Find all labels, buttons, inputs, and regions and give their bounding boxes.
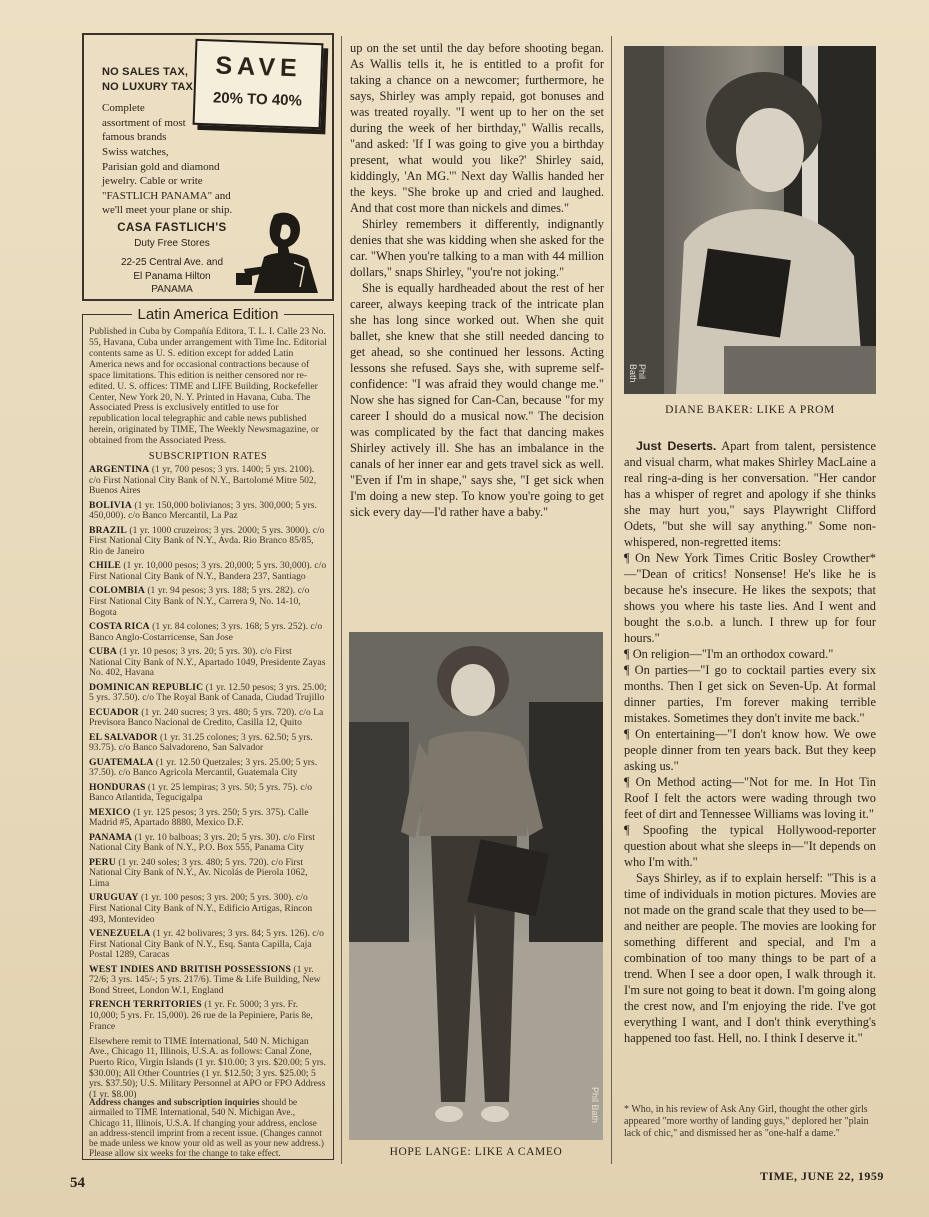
rate-country: COLOMBIA [89, 585, 145, 597]
diane-baker-caption: DIANE BAKER: LIKE A PROM [665, 404, 835, 416]
ad-body-line: Parisian gold and diamond [102, 160, 220, 173]
rate-country: URUGUAY [89, 892, 139, 904]
rate-entry [89, 1000, 327, 1032]
diane-baker-photo [624, 46, 876, 394]
rate-entry [89, 465, 327, 497]
paragraph: ¶ On Method acting—"Not for me. In Hot Tin Roof I felt the actors were wading through two feet of dirt and Tennessee Williams was loving it." [624, 775, 876, 821]
store-city: PANAMA [151, 284, 193, 296]
ad-body-line: "FASTLICH PANAMA" and [102, 189, 231, 202]
edition-title: Latin America Edition [132, 306, 285, 323]
hope-lange-caption: HOPE LANGE: LIKE A CAMEO [389, 1146, 563, 1158]
store-address-2: El Panama Hilton [133, 270, 211, 282]
tax-free-headline [102, 65, 193, 95]
rate-details: (1 yr. 240 soles; 3 yrs. 480; 5 yrs. 720). c/o First National City Bank of N.Y., Av. Nicolás de Pierola 1062, Lima [89, 856, 308, 889]
paragraph: She is equally hardheaded about the rest of her career, always keeping track of the intricate plan she has long since worked out. When she quit ballet, she knew that she still needed dancing to get ahead, so she continued her lessons. Acting lessons she refused. Says she, with supreme self-confidence: "I was afraid they would change me." Now she has signed for Can-Can, because "for my career I should do a musical now." The decision was complicated by the fact that dancing makes Shirley actively ill. She has an imbalance in the canals of her inner ear and gets travel sick as well. "Even if I'm in shape," says she, "I get sick when I'm doing a new step. To know you're going to get sick every day—I'd rather have a baby." [350, 281, 604, 519]
rate-entry [89, 708, 327, 729]
rate-entry [89, 622, 327, 643]
casa-fastlich-ad [82, 33, 334, 301]
rate-entry [89, 526, 327, 558]
store-info [102, 221, 242, 297]
rate-details: (1 yr. 12.50 pesos; 3 yrs. 25.00; 5 yrs. 37.50). c/o The Royal Bank of Canada, Ciudad Trujillo [89, 681, 327, 704]
rate-country: HONDURAS [89, 781, 146, 793]
rate-details: (1 yr. 31.25 colones; 3 yrs. 62.50; 5 yrs. 93.75). c/o Banco Salvadoreno, San Salvador [89, 731, 313, 754]
rate-country: CHILE [89, 560, 121, 572]
ad-body-line: jewelry. Cable or write [102, 175, 203, 188]
hope-lange-figure [349, 632, 603, 1140]
rate-details: (1 yr, 700 pesos; 3 yrs. 1400; 5 yrs. 2100). c/o First National City Bank of N.Y., Bartolomé Mitre 502, Buenos Aires [89, 464, 317, 497]
rate-details: (1 yr. 84 colones; 3 yrs. 168; 5 yrs. 252). c/o Banco Anglo-Costarricense, San Jose [89, 621, 323, 643]
rate-entry [89, 833, 327, 854]
rate-entry [89, 758, 327, 779]
rate-details: (1 yr. 42 bolivares; 3 yrs. 84; 5 yrs. 126). c/o First National City Bank of N.Y., Esq. Santa Capilla, Caja Postal 1289, Caracas [89, 927, 324, 961]
rate-country: CUBA [89, 646, 117, 658]
rate-country: BOLIVIA [89, 499, 132, 511]
rate-details: (1 yr. 94 pesos; 3 yrs. 188; 5 yrs. 282). c/o First National City Bank of N.Y., Carrera 9, No. 14-10, Bogota [89, 585, 310, 618]
rate-country: EL SALVADOR [89, 731, 158, 743]
store-subtitle: Duty Free Stores [134, 237, 210, 249]
rate-entry [89, 647, 327, 679]
ad-body-line: assortment of most [102, 116, 186, 129]
store-name: CASA FASTLICH'S [117, 222, 227, 234]
rate-country: VENEZUELA [89, 927, 151, 939]
rate-country: WEST INDIES AND BRITISH POSSESSIONS [89, 963, 291, 975]
ad-body-line: we'll meet your plane or ship. [102, 204, 233, 217]
footnote: * Who, in his review of Ask Any Girl, thought the other girls appeared "more worthy of landing guys," deplored her "plain lack of chic," and dismissed her as "one-half a dame." [624, 1104, 869, 1139]
paragraph: up on the set until the day before shooting began. As Wallis tells it, he is entitled to a profit for taking a chance on a newcomer; furthermore, he says, Shirley was amply repaid, got bonuses and was treated royally. "I went up to her on the set during the week of her birthday," Wallis recalls, "and asked: 'If I was going to give you a birthday present, what would you like?' Shirley said, kiddingly, 'An MG.'" Next day Wallis handed her the keys. "She broke up and cried and laughed. And that cost more than nickels and dimes." [350, 41, 604, 215]
rate-entry [89, 965, 327, 997]
paragraph: ¶ On New York Times Critic Bosley Crowther*—"Dean of critics! Nonsense! He's like he is because he's insecure. He likes the sexpots; that shows you where his taste lies. And I went and bought the s.o.b. a lunch. I threw up for four hours." [624, 551, 876, 645]
edition-title-wrap [83, 306, 333, 324]
rate-details: (1 yr. Fr. 5000; 3 yrs. Fr. 10,000; 5 yrs. Fr. 15,000). 26 rue de la Pepiniere, Paris 8e, France [89, 999, 313, 1032]
save-percent: 20% TO 40% [212, 89, 303, 110]
edition-box [82, 306, 334, 1160]
save-word: SAVE [215, 51, 303, 83]
rate-entry [89, 893, 327, 925]
rate-entry [89, 586, 327, 618]
photo-credit: Phil Bath [590, 1087, 600, 1124]
middle-article-text [350, 40, 604, 520]
rate-country: ARGENTINA [89, 464, 150, 475]
ad-body-line: Complete [102, 102, 145, 114]
rate-details: (1 yr. 72/6; 3 yrs. 145/-; 5 yrs. 217/6). Time & Life Building, New Bond Street, London W.1, England [89, 963, 321, 997]
rate-country: BRAZIL [89, 524, 127, 536]
paragraph: ¶ On religion—"I'm an orthodox coward." [624, 647, 834, 661]
rate-details: (1 yr. 240 sucres; 3 yrs. 480; 5 yrs. 720). c/o La Previsora Banco Nacional de Credito, Casilla 12, Quito [89, 706, 324, 729]
rate-elsewhere: Elsewhere remit to TIME International, 540 N. Michigan Ave., Chicago 11, Illinois, U.S.A. as follows: Canal Zone, Puerto Rico, Virgin Islands (1 yr. $10.00; 3 yrs. $20.00; 5 yrs. $30.00); All Other Countries (1 yr. $12.50; 3 yrs. $25.00; 5 yrs. $37.50); U.S. Military Personnel at APO or FPO Address (1 yr. $8.00) [89, 1035, 327, 1101]
rate-country: MEXICO [89, 806, 131, 818]
rate-entry [89, 929, 327, 961]
paragraph: Shirley remembers it differently, indignantly denies that she was kidding when she asked for the car. "When you're talking to a man with 44 million dollars," snaps Shirley, "you're not joking." [350, 217, 604, 279]
rate-details: (1 yr. 100 pesos; 3 yrs. 200; 5 yrs. 300). c/o First National City Bank of N.Y., Edificio Artigas, Rincon 493, Montevideo [89, 892, 313, 925]
rate-details: (1 yr. 10,000 pesos; 3 yrs. 20,000; 5 yrs. 30,000). c/o First National City Bank of N.Y., Bandera 237, Santiago [89, 560, 327, 583]
rate-details: (1 yr. 125 pesos; 3 yrs. 250; 5 yrs. 375). Calle Madrid #5, Apartado 8880, Mexico D.F. [89, 806, 309, 829]
paragraph: ¶ On entertaining—"I don't know how. We owe people dinner from ten years back. But they keep asking us." [624, 727, 876, 773]
right-article-text [624, 438, 876, 1046]
edition-intro: Published in Cuba by Compañía Editora, T. L. I. Calle 23 No. 55, Havana, Cuba under arrangement with Time Inc. Editorial contents same as U. S. edition except for added Latin America news and for occasional contractions because of space limitations. This edition is neither censored nor re-edited. U. S. offices: TIME and LIFE Building, Rockefeller Center, New York 20, N. Y. Printed in Havana, Cuba. The Associated Press is exclusively entitled to use for republication local telegraphic and cable news published herein, originated by TIME, The Weekly Newsmagazine, or obtained from the Associated Press. [89, 326, 327, 447]
address-changes-text: should be airmailed to TIME International, 540 N. Michigan Ave., Chicago 11, Illinois, U.S.A. If changing your address, enclose an address-stencil imprint from a recent issue. (Changes cannot be made unless we know your old as well as your new address.) Please allow six weeks for the change to take effect. [89, 1097, 324, 1159]
column-rule [341, 36, 342, 1164]
tax-line-1: NO SALES TAX, [102, 66, 189, 78]
column-rule [611, 36, 612, 1164]
rate-entry [89, 733, 327, 754]
hope-lange-photo [349, 632, 603, 1140]
paragraph [624, 438, 876, 550]
rate-details: (1 yr. 12.50 Quetzales; 3 yrs. 25.00; 5 yrs. 37.50). c/o Banco Agricola Mercantil, Guatemala City [89, 756, 318, 779]
shopper-illustration [234, 207, 326, 295]
address-changes-title: Address changes and subscription inquiries [89, 1097, 260, 1107]
ad-body-line: Swiss watches, [102, 145, 169, 158]
issue-date: TIME, JUNE 22, 1959 [760, 1169, 884, 1183]
paragraph-text: Apart from talent, persistence and visual charm, what makes Shirley MacLaine a real ring-a-ding is her conversation. "Her candor has a whisper of regret and apology if she thinks she may hurt you," says Playwright Clifford Odets, "but she will say anything." Some non-whispered, non-regretted items: [624, 439, 876, 549]
rate-entry [89, 858, 327, 890]
store-address-1: 22-25 Central Ave. and [120, 257, 224, 269]
rates-heading: SUBSCRIPTION RATES [148, 451, 268, 462]
rate-entry [89, 808, 327, 829]
rate-details: (1 yr. 10 pesos; 3 yrs. 20; 5 yrs. 30). c/o First National City Bank of N.Y., Apartado 1049, Presidente Zayas No. 402, Havana [89, 646, 326, 679]
rate-entry [89, 561, 327, 582]
rates-list [89, 465, 327, 1104]
section-lead-in: Just Deserts. [636, 439, 717, 453]
rate-entry [89, 683, 327, 704]
rate-country: ECUADOR [89, 706, 139, 718]
rate-country: DOMINICAN REPUBLIC [89, 681, 204, 693]
ad-body-line: famous brands [102, 131, 167, 144]
paragraph: ¶ On parties—"I go to cocktail parties every six months. Then I get sick on Seven-Up. At formal dinner parties, I'm forever making terrible mistakes. Sometimes they don't invite me back." [624, 663, 876, 725]
rate-details: (1 yr. 25 lempiras; 3 yrs. 50; 5 yrs. 75). c/o Banco Atlantida, Tegucigalpa [89, 781, 313, 804]
rate-country: FRENCH TERRITORIES [89, 999, 202, 1011]
photo-credit: Phil Bath [628, 364, 647, 383]
rate-country: PERU [89, 856, 116, 868]
address-changes [89, 1097, 327, 1159]
rate-details: (1 yr. 10 balboas; 3 yrs. 20; 5 yrs. 30). c/o First National City Bank of N.Y., P.O. Box 555, Panama City [89, 831, 315, 854]
rate-entry [89, 501, 327, 522]
rate-country: COSTA RICA [89, 621, 150, 633]
ad-body [102, 101, 302, 218]
paragraph: ¶ Spoofing the typical Hollywood-reporter question about what she sleeps in—"It depends on who I'm with." [624, 823, 876, 869]
diane-baker-figure [624, 46, 876, 394]
rate-details: (1 yr. 150,000 bolivianos; 3 yrs. 300,000; 5 yrs. 450,000). c/o Banco Mercantil, La Paz [89, 499, 317, 522]
rate-country: GUATEMALA [89, 756, 154, 768]
rate-country: PANAMA [89, 831, 133, 843]
rate-details: (1 yr. 1000 cruzeiros; 3 yrs. 2000; 5 yrs. 3000). c/o First National City Bank of N.Y., Avda. Rio Branco 85/85, Rio de Janeiro [89, 524, 325, 558]
paragraph: Says Shirley, as if to explain herself: "This is a time of individuals in motion pictures. Movies are not made on the grand scale that they used to be—and neither are people. The movies are looking for something different and special, and I'm a combination of too many things to be part of a trend. When I see a door open, I walk through it. I'm sure not going to beat it down. I'm going along the crest now, and I'm enjoying the ride. I've got everything I want, and I don't think everything's happened too fast. Hell, no. I think I deserve it." [624, 871, 876, 1045]
rate-entry [89, 783, 327, 804]
page-number: 54 [70, 1175, 85, 1191]
tax-line-2: NO LUXURY TAX [102, 80, 194, 93]
